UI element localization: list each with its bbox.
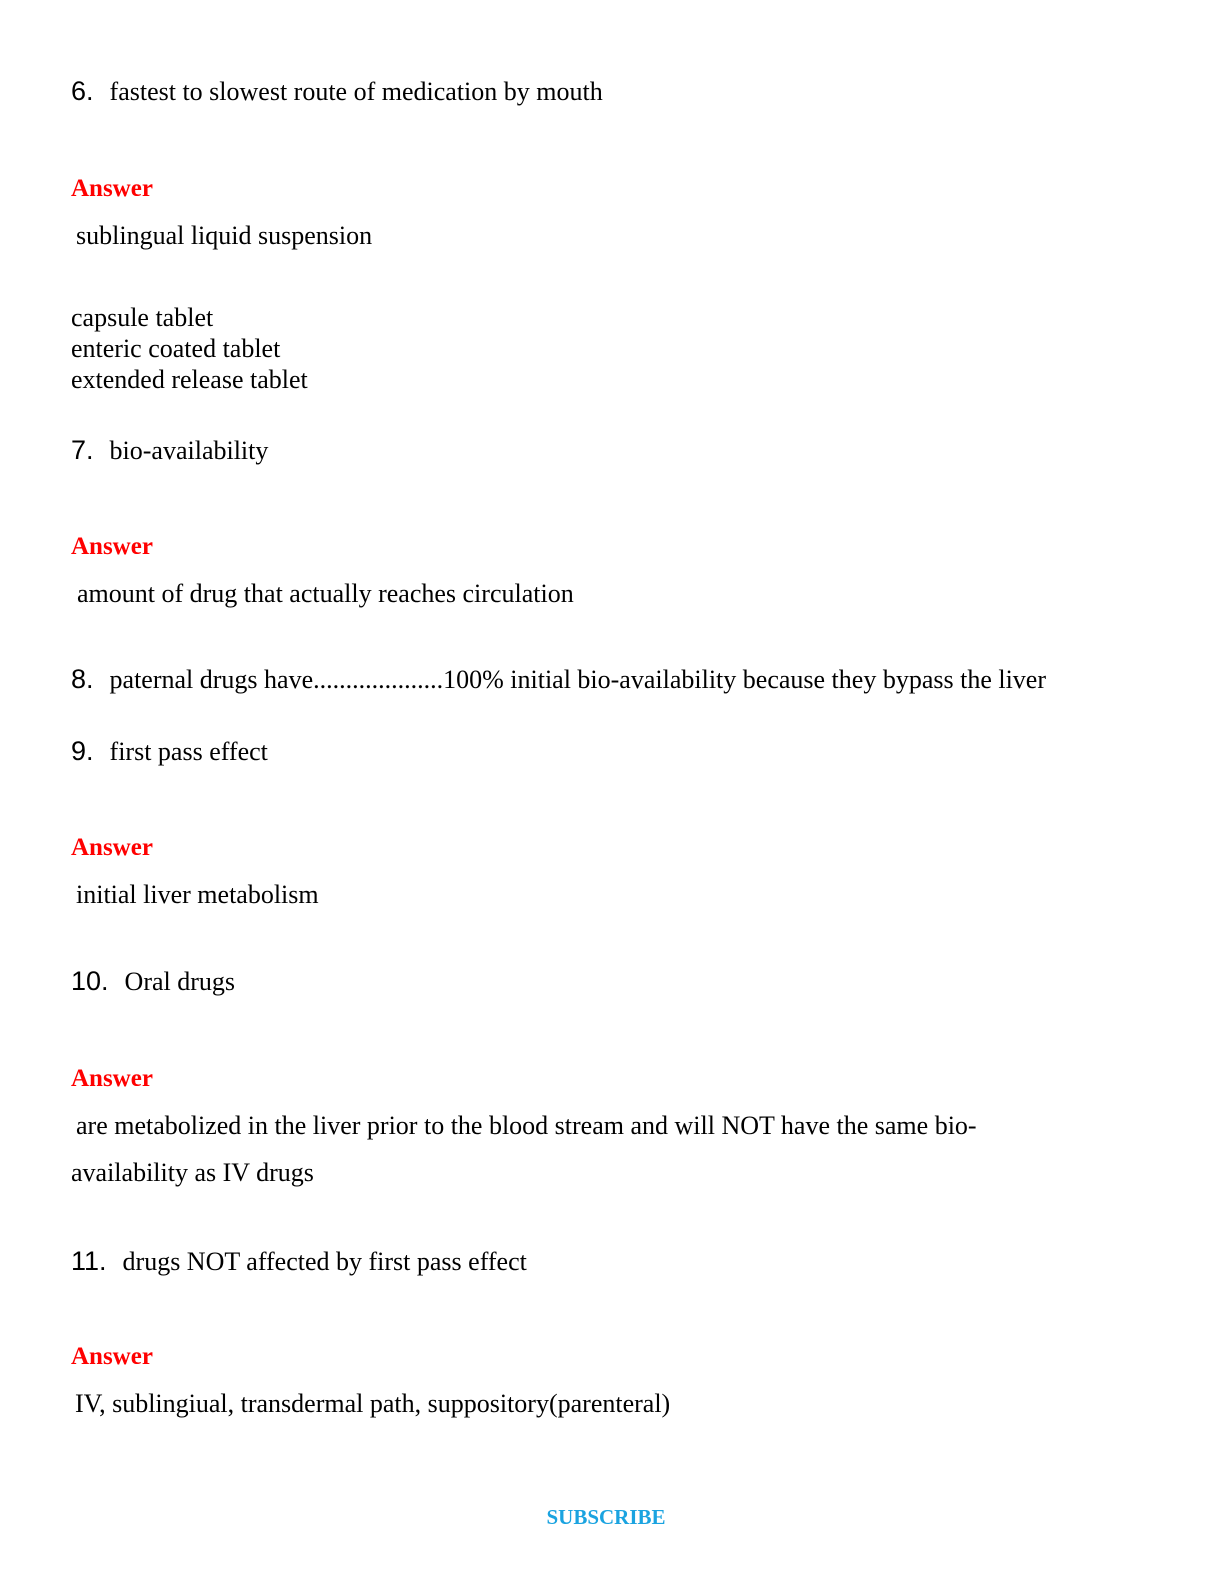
question-number: 6. [71, 76, 94, 106]
list-item: extended release tablet [71, 365, 308, 394]
question-number: 9. [71, 736, 94, 766]
list-item: capsule tablet [71, 303, 214, 332]
answer-text: amount of drug that actually reaches circulation [77, 579, 574, 608]
question-9 [71, 738, 268, 765]
answer-text: are metabolized in the liver prior to the blood stream and will NOT have the same bio- [76, 1111, 977, 1140]
question-number: 7. [71, 435, 94, 465]
question-7 [71, 437, 268, 464]
question-text: bio-availability [109, 436, 269, 465]
question-6 [71, 78, 603, 105]
question-text: fastest to slowest route of medication by mouth [109, 77, 603, 106]
answer-label: Answer [71, 834, 153, 861]
answer-text: availability as IV drugs [71, 1158, 314, 1187]
answer-label: Answer [71, 1065, 153, 1092]
list-item: enteric coated tablet [71, 334, 281, 363]
question-number: 10. [71, 966, 109, 996]
question-number: 8. [71, 664, 94, 694]
question-10 [71, 968, 235, 995]
question-text: Oral drugs [124, 967, 236, 996]
answer-label: Answer [71, 175, 153, 202]
question-text: paternal drugs have....................100% initial bio-availability because they bypass the liver [109, 665, 1047, 694]
answer-label: Answer [71, 533, 153, 560]
question-text: drugs NOT affected by first pass effect [122, 1247, 527, 1276]
question-number: 11. [71, 1246, 107, 1276]
answer-text: IV, sublingiual, transdermal path, suppository(parenteral) [75, 1389, 671, 1418]
answer-text: sublingual liquid suspension [76, 221, 373, 250]
question-text: first pass effect [109, 737, 268, 766]
subscribe-link[interactable]: SUBSCRIBE [546, 1505, 666, 1529]
question-8 [71, 666, 1046, 693]
question-11 [71, 1248, 527, 1275]
answer-text: initial liver metabolism [76, 880, 319, 909]
answer-label: Answer [71, 1343, 153, 1370]
